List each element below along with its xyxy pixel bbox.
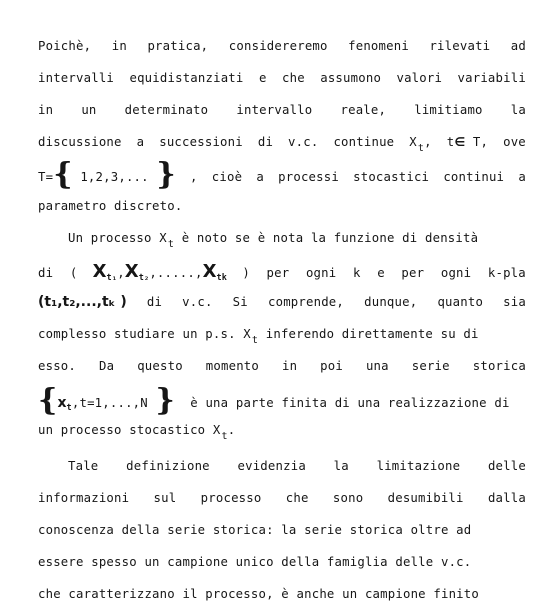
word: ogni: [305, 266, 337, 280]
p1-line-1: [38, 36, 526, 56]
word: poi: [320, 359, 343, 373]
p3-line-1: [68, 456, 526, 476]
word: esso.: [38, 359, 77, 373]
word: discussione: [38, 135, 122, 149]
p3-line-5: che caratterizzano il processo, è anche un campione finito: [38, 587, 479, 601]
word: Si: [232, 295, 248, 309]
word: ,: [190, 170, 198, 184]
word: rilevati: [429, 39, 491, 53]
word: k: [352, 266, 361, 280]
word: di: [257, 135, 274, 149]
p1-line-3: [38, 100, 526, 120]
word: processi: [278, 170, 339, 184]
word: a: [136, 135, 145, 149]
word: limitiamo: [414, 103, 483, 117]
word: variabili: [457, 71, 526, 85]
word: sono: [332, 491, 364, 505]
word: quanto: [437, 295, 484, 309]
word: desumibili: [387, 491, 464, 505]
word: successioni: [159, 135, 243, 149]
handwritten-tuple: (t₁,t₂,...,tₖ ): [38, 294, 127, 310]
handwritten-vector: ( $X_{t_1},X_{t_2},.....,X_{tk}$ ): [69, 261, 250, 283]
word: Poichè,: [38, 39, 92, 53]
word: determinato: [124, 103, 209, 117]
word: informazioni: [38, 491, 130, 505]
p2-line-5: [38, 356, 526, 376]
word: per: [401, 266, 425, 280]
word: Da: [99, 359, 115, 373]
word: di: [38, 266, 54, 280]
word: a: [518, 170, 526, 184]
word: e: [258, 71, 267, 85]
word: k-pla: [487, 266, 526, 280]
word: in: [281, 359, 298, 373]
word: intervallo: [236, 103, 313, 117]
word: dalla: [487, 491, 526, 505]
word: definizione: [126, 459, 210, 473]
p3-line-4: essere spesso un campione unico della famiglia delle v.c.: [38, 555, 472, 569]
p1-line-5: [38, 157, 526, 192]
word: momento: [205, 359, 260, 373]
math-variable: $X_t$,: [409, 135, 432, 154]
p2-line-7: un processo stocastico $X_t$.: [38, 423, 236, 442]
word: evidenzia: [237, 459, 306, 473]
word: in: [38, 103, 54, 117]
word: a: [256, 170, 264, 184]
word: serie: [411, 359, 450, 373]
word: valori: [396, 71, 443, 85]
word: assumono: [320, 71, 382, 85]
p1-line-4: [38, 132, 526, 152]
p2-line-2: [38, 262, 526, 282]
word: ogni: [440, 266, 472, 280]
word: stocastici: [353, 170, 430, 184]
word: e: [377, 266, 385, 280]
word: considereremo: [228, 39, 328, 53]
word: questo: [137, 359, 183, 373]
word: ove: [503, 135, 526, 149]
p1-line-2: [38, 68, 526, 88]
p2-line-3: [38, 292, 526, 312]
word: dunque,: [364, 295, 418, 309]
word: la: [333, 459, 349, 473]
word: di: [146, 295, 163, 309]
word: sul: [153, 491, 177, 505]
p2-line-1: Un processo $X_t$ è noto se è nota la funzione di densità: [68, 231, 479, 250]
p2-line-4: complesso studiare un p.s. $X_t$ inferendo direttamente su di: [38, 327, 479, 346]
word: reale,: [340, 103, 387, 117]
p1-line-6: parametro discreto.: [38, 199, 183, 213]
word: un: [81, 103, 97, 117]
word: delle: [487, 459, 526, 473]
word: fenomeni: [348, 39, 409, 53]
word: Tale: [68, 459, 99, 473]
word: equidistanziati: [129, 71, 244, 85]
word: continue: [333, 135, 395, 149]
word: comprende,: [267, 295, 345, 309]
word: la: [510, 103, 526, 117]
word: in: [111, 39, 127, 53]
p3-line-2: [38, 488, 526, 508]
word: pratica,: [147, 39, 209, 53]
word: che: [285, 491, 309, 505]
word: continui: [443, 170, 505, 184]
word: cioè: [211, 170, 243, 184]
word: v.c.: [182, 295, 213, 309]
word: processo: [200, 491, 262, 505]
word: v.c.: [288, 135, 319, 149]
p2-line-6: {$x_t,t=1,...,N$ } è una parte finita di una realizzazione di: [38, 383, 510, 418]
word: ad: [510, 39, 526, 53]
p3-line-3: conoscenza della serie storica: la serie storica oltre ad: [38, 523, 472, 537]
math-set-definition: T={ 1,2,3,... }: [38, 157, 176, 192]
word: limitazione: [376, 459, 461, 473]
word: storica: [472, 359, 526, 373]
word: sia: [503, 295, 526, 309]
word: intervalli: [38, 71, 115, 85]
word: che: [281, 71, 305, 85]
word: una: [365, 359, 389, 373]
word: per: [266, 266, 290, 280]
math-membership: t∈ T,: [446, 135, 489, 149]
